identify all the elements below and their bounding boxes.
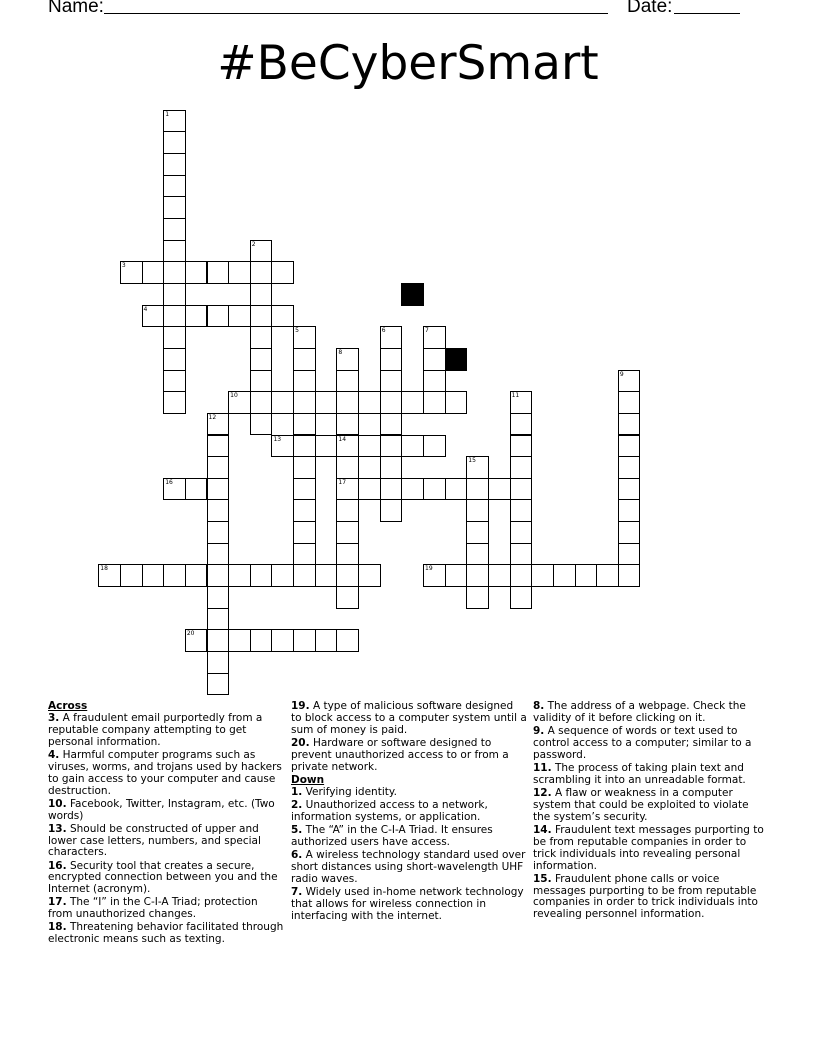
crossword-black-cell [401,283,424,306]
crossword-cell[interactable] [163,478,186,501]
clue-text: Threatening behavior facilitated through electronic means such as texting. [48,921,284,946]
crossword-cell[interactable] [293,478,316,501]
crossword-cell[interactable] [228,261,251,284]
crossword-cell[interactable] [380,370,403,393]
clue-item [48,897,284,921]
crossword-cell[interactable] [445,478,468,501]
clue-number-label: 10 [230,392,238,400]
crossword-cell[interactable] [401,391,424,414]
crossword-cell[interactable] [336,629,359,652]
crossword-cell[interactable] [488,564,511,587]
clue-item [291,850,527,886]
clue-number-label: 8 [338,348,343,356]
crossword-cell[interactable] [510,586,533,609]
crossword-cell[interactable] [250,564,273,587]
clue-text: Facebook, Twitter, Instagram, etc. (Two words) [48,797,275,822]
crossword-cell[interactable] [618,391,641,414]
crossword-cell[interactable] [466,456,489,479]
clue-number-label: 2 [251,240,256,248]
crossword-cell[interactable] [185,478,208,501]
clue-number: 15. [533,872,552,885]
clue-text: Security tool that creates a secure, encrypted connection between you and the Internet (acronym). [48,859,278,896]
crossword-cell[interactable] [445,391,468,414]
clue-number: 8. [533,700,545,712]
crossword-cell[interactable] [207,673,230,696]
crossword-cell[interactable] [466,586,489,609]
crossword-cell[interactable] [510,456,533,479]
crossword-cell[interactable] [315,564,338,587]
crossword-cell[interactable] [336,370,359,393]
crossword-cell[interactable] [163,110,186,133]
clue-number: 11. [533,761,552,774]
clue-item [48,824,284,860]
clue-number-label: 18 [100,565,108,573]
crossword-cell[interactable] [250,261,273,284]
crossword-cell[interactable] [250,326,273,349]
clue-number-label: 3 [121,262,126,270]
clue-number: 13. [48,822,67,835]
clue-number: 2. [291,798,303,811]
crossword-cell[interactable] [228,391,251,414]
crossword-cell[interactable] [423,478,446,501]
crossword-cell[interactable] [358,564,381,587]
crossword-cell[interactable] [380,326,403,349]
crossword-cell[interactable] [336,478,359,501]
clue-number: 3. [48,711,60,724]
crossword-cell[interactable] [207,651,230,674]
crossword-cell[interactable] [336,413,359,436]
crossword-cell[interactable] [423,435,446,458]
clue-text: A sequence of words or text used to control access to a computer; similar to a password. [533,725,752,761]
crossword-cell[interactable] [293,629,316,652]
crossword-cell[interactable] [250,305,273,328]
clue-text: Fraudulent phone calls or voice messages purporting to be from reputable companies in order to trick individuals into revealing personnel information. [533,872,758,921]
clue-text: Hardware or software designed to prevent unauthorized access to or from a private network. [291,736,509,773]
crossword-cell[interactable] [163,153,186,176]
crossword-cell[interactable] [423,564,446,587]
crossword-cell[interactable] [380,499,403,522]
clue-item [291,787,527,799]
clue-item [291,738,527,774]
clue-number-label: 7 [425,327,429,335]
crossword-cell[interactable] [510,521,533,544]
clue-number: 14. [533,823,552,836]
clue-text: The “A” in the C-I-A Triad. It ensures authorized users have access. [291,823,493,848]
crossword-cell[interactable] [120,261,143,284]
crossword-cell[interactable] [185,629,208,652]
clue-number: 16. [48,859,67,872]
crossword-cell[interactable] [510,435,533,458]
crossword-cell[interactable] [336,348,359,371]
crossword-cell[interactable] [618,564,641,587]
clue-number: 9. [533,725,545,737]
clue-column-3 [533,701,769,922]
name-label: Name: [48,0,104,17]
clue-item [291,825,527,849]
crossword-cell[interactable] [271,629,294,652]
crossword-cell[interactable] [293,543,316,566]
crossword-cell[interactable] [445,564,468,587]
crossword-cell[interactable] [271,305,294,328]
clue-number-label: 13 [273,435,282,443]
clue-number-label: 5 [295,327,299,335]
clue-text: Verifying identity. [305,785,397,798]
crossword-cell[interactable] [423,391,446,414]
crossword-cell[interactable] [250,370,273,393]
crossword-cell[interactable] [401,478,424,501]
clue-number-label: 4 [143,305,148,313]
crossword-cell[interactable] [466,499,489,522]
crossword-cell[interactable] [380,413,403,436]
crossword-cell[interactable] [271,261,294,284]
crossword-cell[interactable] [207,413,230,436]
crossword-cell[interactable] [250,629,273,652]
clue-column-1 [48,701,284,947]
crossword-cell[interactable] [163,283,186,306]
crossword-cell[interactable] [510,413,533,436]
crossword-cell[interactable] [336,435,359,458]
crossword-cell[interactable] [163,326,186,349]
crossword-cell[interactable] [466,564,489,587]
clue-number: 1. [291,785,303,798]
crossword-cell[interactable] [207,608,230,631]
crossword-cell[interactable] [163,218,186,241]
crossword-cell[interactable] [575,564,598,587]
crossword-cell[interactable] [228,305,251,328]
crossword-cell[interactable] [488,478,511,501]
crossword-cell[interactable] [163,196,186,219]
crossword-cell[interactable] [98,564,121,587]
crossword-cell[interactable] [380,478,403,501]
clue-item [533,701,769,725]
crossword-cell[interactable] [142,261,165,284]
crossword-cell[interactable] [466,543,489,566]
crossword-cell[interactable] [185,564,208,587]
crossword-cell[interactable] [423,348,446,371]
crossword-cell[interactable] [380,348,403,371]
crossword-cell[interactable] [618,543,641,566]
clue-number-label: 17 [338,478,347,486]
crossword-cell[interactable] [531,564,554,587]
clue-text: Harmful computer programs such as viruses, worms, and trojans used by hackers to gain access to your computer and cause destruction. [48,748,282,797]
clue-column-2 [291,701,527,924]
crossword-cell[interactable] [510,391,533,414]
crossword-cell[interactable] [553,564,576,587]
crossword-cell[interactable] [618,413,641,436]
clue-item [533,726,769,762]
crossword-cell[interactable] [163,240,186,263]
crossword-cell[interactable] [380,456,403,479]
crossword-cell[interactable] [293,499,316,522]
clue-text: Should be constructed of upper and lower case letters, numbers, and special characters. [48,822,261,859]
clue-text: A flaw or weakness in a computer system that could be exploited to violate the system’s security. [533,786,749,823]
crossword-cell[interactable] [293,435,316,458]
down-heading: Down [291,773,325,786]
crossword-cell[interactable] [466,478,489,501]
crossword-cell[interactable] [163,391,186,414]
clue-number-label: 9 [619,370,624,378]
clue-number: 6. [291,848,303,861]
crossword-cell[interactable] [510,478,533,501]
crossword-cell[interactable] [293,326,316,349]
crossword-cell[interactable] [315,629,338,652]
clue-number: 12. [533,786,552,799]
clue-number: 20. [291,736,310,749]
across-heading: Across [48,700,88,712]
crossword-cell[interactable] [618,370,641,393]
crossword-cell[interactable] [380,391,403,414]
crossword-cell[interactable] [207,521,230,544]
crossword-cell[interactable] [271,391,294,414]
crossword-cell[interactable] [207,543,230,566]
clue-item [48,750,284,798]
clue-number: 18. [48,921,67,934]
crossword-cell[interactable] [207,564,230,587]
clue-text: Unauthorized access to a network, information systems, or application. [291,798,488,823]
clue-item [48,922,284,946]
crossword-cell[interactable] [250,283,273,306]
clue-text: The process of taking plain text and scrambling it into an unreadable format. [533,761,746,786]
crossword-cell[interactable] [293,391,316,414]
crossword-cell[interactable] [142,305,165,328]
crossword-cell[interactable] [401,435,424,458]
crossword-cell[interactable] [336,391,359,414]
crossword-cell[interactable] [207,435,230,458]
clue-number: 7. [291,885,303,898]
clue-number-label: 12 [208,413,217,421]
clue-item [533,763,769,787]
crossword-cell[interactable] [250,348,273,371]
crossword-cell[interactable] [510,499,533,522]
clue-text: A fraudulent email purportedly from a reputable company attempting to get personal information. [48,711,263,748]
clue-number-label: 6 [381,327,386,335]
clue-number: 4. [48,748,60,761]
crossword-cell[interactable] [315,391,338,414]
crossword-cell[interactable] [120,564,143,587]
crossword-cell[interactable] [466,521,489,544]
crossword-cell[interactable] [293,348,316,371]
crossword-cell[interactable] [163,305,186,328]
crossword-cell[interactable] [293,521,316,544]
crossword-cell[interactable] [336,543,359,566]
crossword-cell[interactable] [358,391,381,414]
crossword-cell[interactable] [618,456,641,479]
crossword-cell[interactable] [228,564,251,587]
clue-number-label: 15 [468,457,476,465]
crossword-cell[interactable] [293,370,316,393]
crossword-cell[interactable] [358,435,381,458]
crossword-cell[interactable] [423,326,446,349]
clue-number: 10. [48,797,67,810]
crossword-cell[interactable] [596,564,619,587]
crossword-cell[interactable] [185,261,208,284]
crossword-cell[interactable] [163,175,186,198]
crossword-cell[interactable] [163,370,186,393]
clue-text: The address of a webpage. Check the validity of it before clicking on it. [533,700,746,724]
crossword-cell[interactable] [358,478,381,501]
crossword-cell[interactable] [510,564,533,587]
crossword-cell[interactable] [207,499,230,522]
crossword-cell[interactable] [336,586,359,609]
crossword-cell[interactable] [250,391,273,414]
crossword-cell[interactable] [380,435,403,458]
crossword-cell[interactable] [163,131,186,154]
page-title: #BeCyberSmart [217,36,599,91]
crossword-cell[interactable] [142,564,165,587]
crossword-cell[interactable] [207,478,230,501]
crossword-cell[interactable] [293,413,316,436]
clue-number-label: 20 [186,630,195,638]
clue-text: Fraudulent text messages purporting to be from reputable companies in order to trick individuals into revealing personal information. [533,823,764,872]
crossword-cell[interactable] [293,456,316,479]
clue-number-label: 19 [425,565,433,573]
clue-number-label: 14 [338,435,347,443]
clue-item [291,800,527,824]
clue-item [533,788,769,824]
clue-number: 19. [291,700,310,712]
crossword-cell[interactable] [618,478,641,501]
clue-item [48,861,284,897]
crossword-cell[interactable] [207,305,230,328]
clue-number-label: 11 [511,392,520,400]
crossword-cell[interactable] [510,543,533,566]
clue-item [291,701,527,737]
clue-item [291,887,527,923]
date-label: Date: [627,0,673,17]
crossword-cell[interactable] [618,435,641,458]
crossword-cell[interactable] [336,521,359,544]
clue-item [48,713,284,749]
crossword-cell[interactable] [315,435,338,458]
clue-number: 5. [291,823,303,836]
crossword-cell[interactable] [207,629,230,652]
crossword-cell[interactable] [336,499,359,522]
clue-item [533,874,769,922]
crossword-cell[interactable] [271,435,294,458]
crossword-cell[interactable] [618,521,641,544]
crossword-cell[interactable] [336,564,359,587]
clue-number-label: 1 [165,110,170,118]
crossword-cell[interactable] [207,456,230,479]
crossword-cell[interactable] [163,261,186,284]
clue-number: 17. [48,896,67,909]
clue-text: Widely used in-home network technology that allows for wireless connection in interfacing with the internet. [291,885,524,922]
crossword-cell[interactable] [207,261,230,284]
crossword-cell[interactable] [250,413,273,436]
clue-item [48,799,284,823]
crossword-cell[interactable] [228,629,251,652]
crossword-cell[interactable] [618,499,641,522]
crossword-cell[interactable] [163,348,186,371]
crossword-cell[interactable] [163,564,186,587]
clue-text: A type of malicious software designed to block access to a computer system until a sum of money is paid. [291,700,527,736]
crossword-cell[interactable] [207,586,230,609]
clue-text: The “I” in the C-I-A Triad; protection from unauthorized changes. [48,896,258,921]
clue-text: A wireless technology standard used over short distances using short-wavelength UHF radio waves. [291,848,526,885]
clue-number-label: 16 [165,478,173,486]
crossword-cell[interactable] [423,370,446,393]
crossword-cell[interactable] [293,564,316,587]
clue-item [533,825,769,873]
crossword-black-cell [445,348,468,371]
crossword-cell[interactable] [336,456,359,479]
crossword-cell[interactable] [271,564,294,587]
crossword-cell[interactable] [185,305,208,328]
crossword-cell[interactable] [250,240,273,263]
